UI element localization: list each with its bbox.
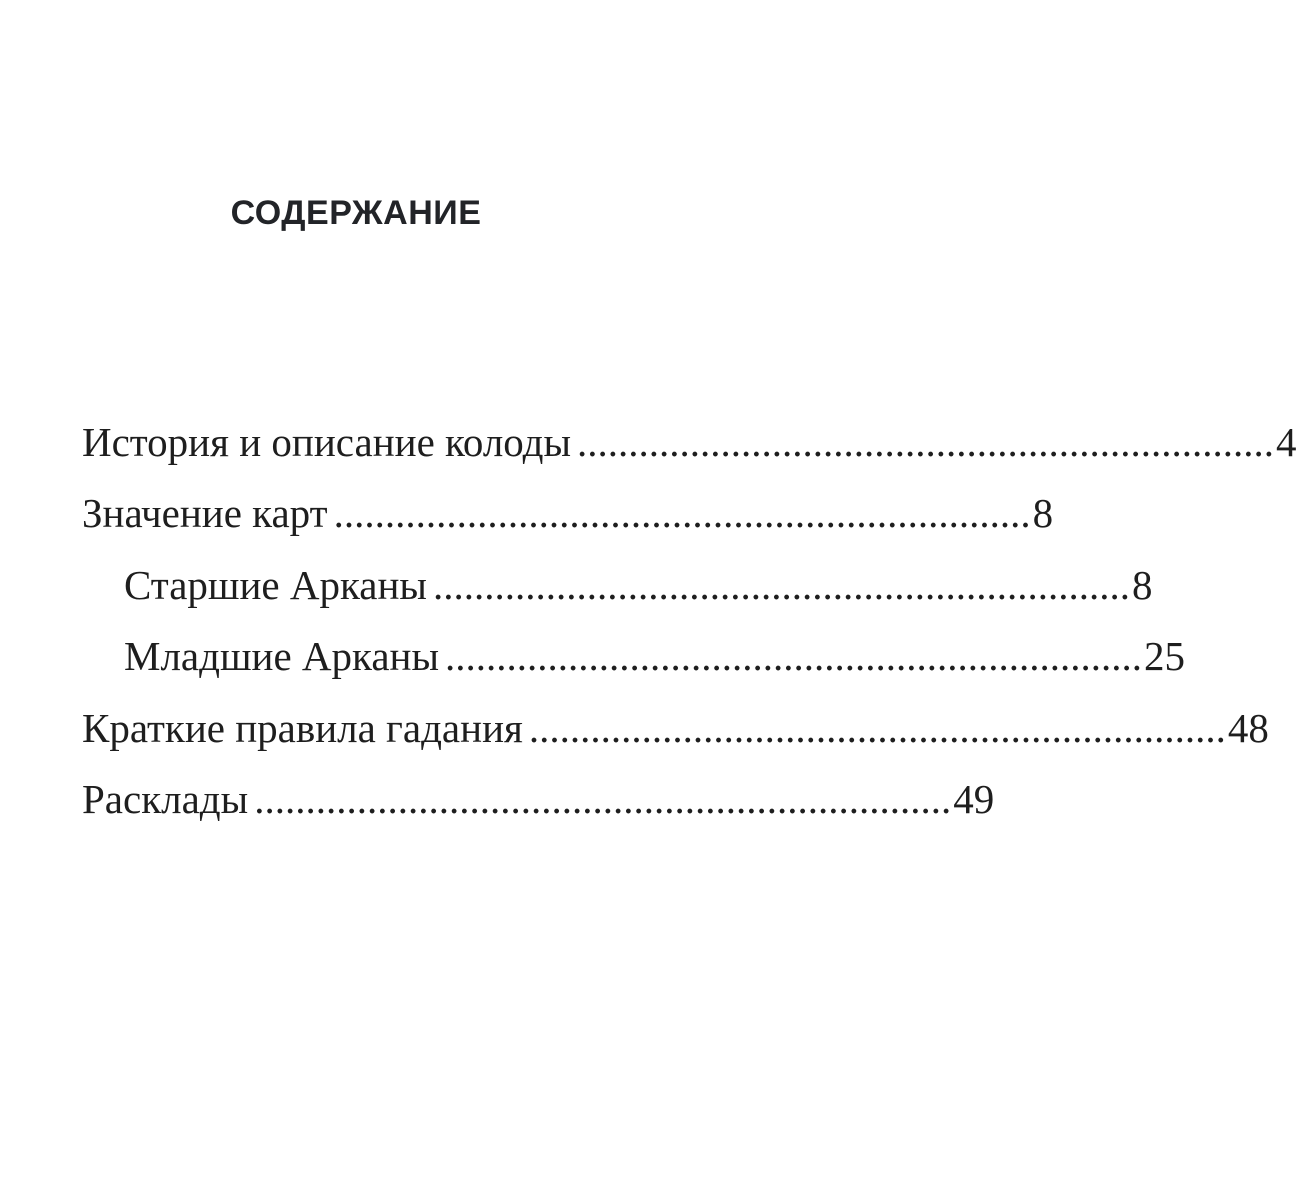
toc-page-number: 25 xyxy=(1144,633,1186,679)
toc-entry-spreads[interactable] xyxy=(82,769,995,829)
toc-page-number: 8 xyxy=(1032,490,1054,536)
toc-entry-history[interactable] xyxy=(82,412,1297,472)
toc-entry-minor-arcana[interactable] xyxy=(124,626,1186,686)
toc-entry-label: Старшие Арканы xyxy=(124,562,427,608)
toc-entry-major-arcana[interactable] xyxy=(124,555,1153,615)
toc-entry-label: Младшие Арканы xyxy=(124,633,440,679)
dot-leader: .................................................................... xyxy=(254,776,952,822)
toc-page-number: 4 xyxy=(1276,419,1297,465)
toc-entry-label: История и описание колоды xyxy=(82,419,572,465)
toc-page-number: 8 xyxy=(1131,562,1153,608)
toc-page-number: 48 xyxy=(1227,705,1269,751)
toc-page-number: 49 xyxy=(953,776,995,822)
dot-leader: .................................................................... xyxy=(577,419,1275,465)
dot-leader: .................................................................... xyxy=(333,490,1031,536)
toc-entry-divination-rules[interactable] xyxy=(82,698,1269,758)
dot-leader: .................................................................... xyxy=(528,705,1226,751)
toc-entry-label: Расклады xyxy=(82,776,249,822)
toc-entry-card-meaning[interactable] xyxy=(82,483,1054,543)
page-title: СОДЕРЖАНИЕ xyxy=(230,194,482,232)
toc-entry-label: Значение карт xyxy=(82,490,328,536)
toc-entry-label: Краткие правила гадания xyxy=(82,705,523,751)
dot-leader: .................................................................... xyxy=(445,633,1143,679)
dot-leader: .................................................................... xyxy=(432,562,1130,608)
